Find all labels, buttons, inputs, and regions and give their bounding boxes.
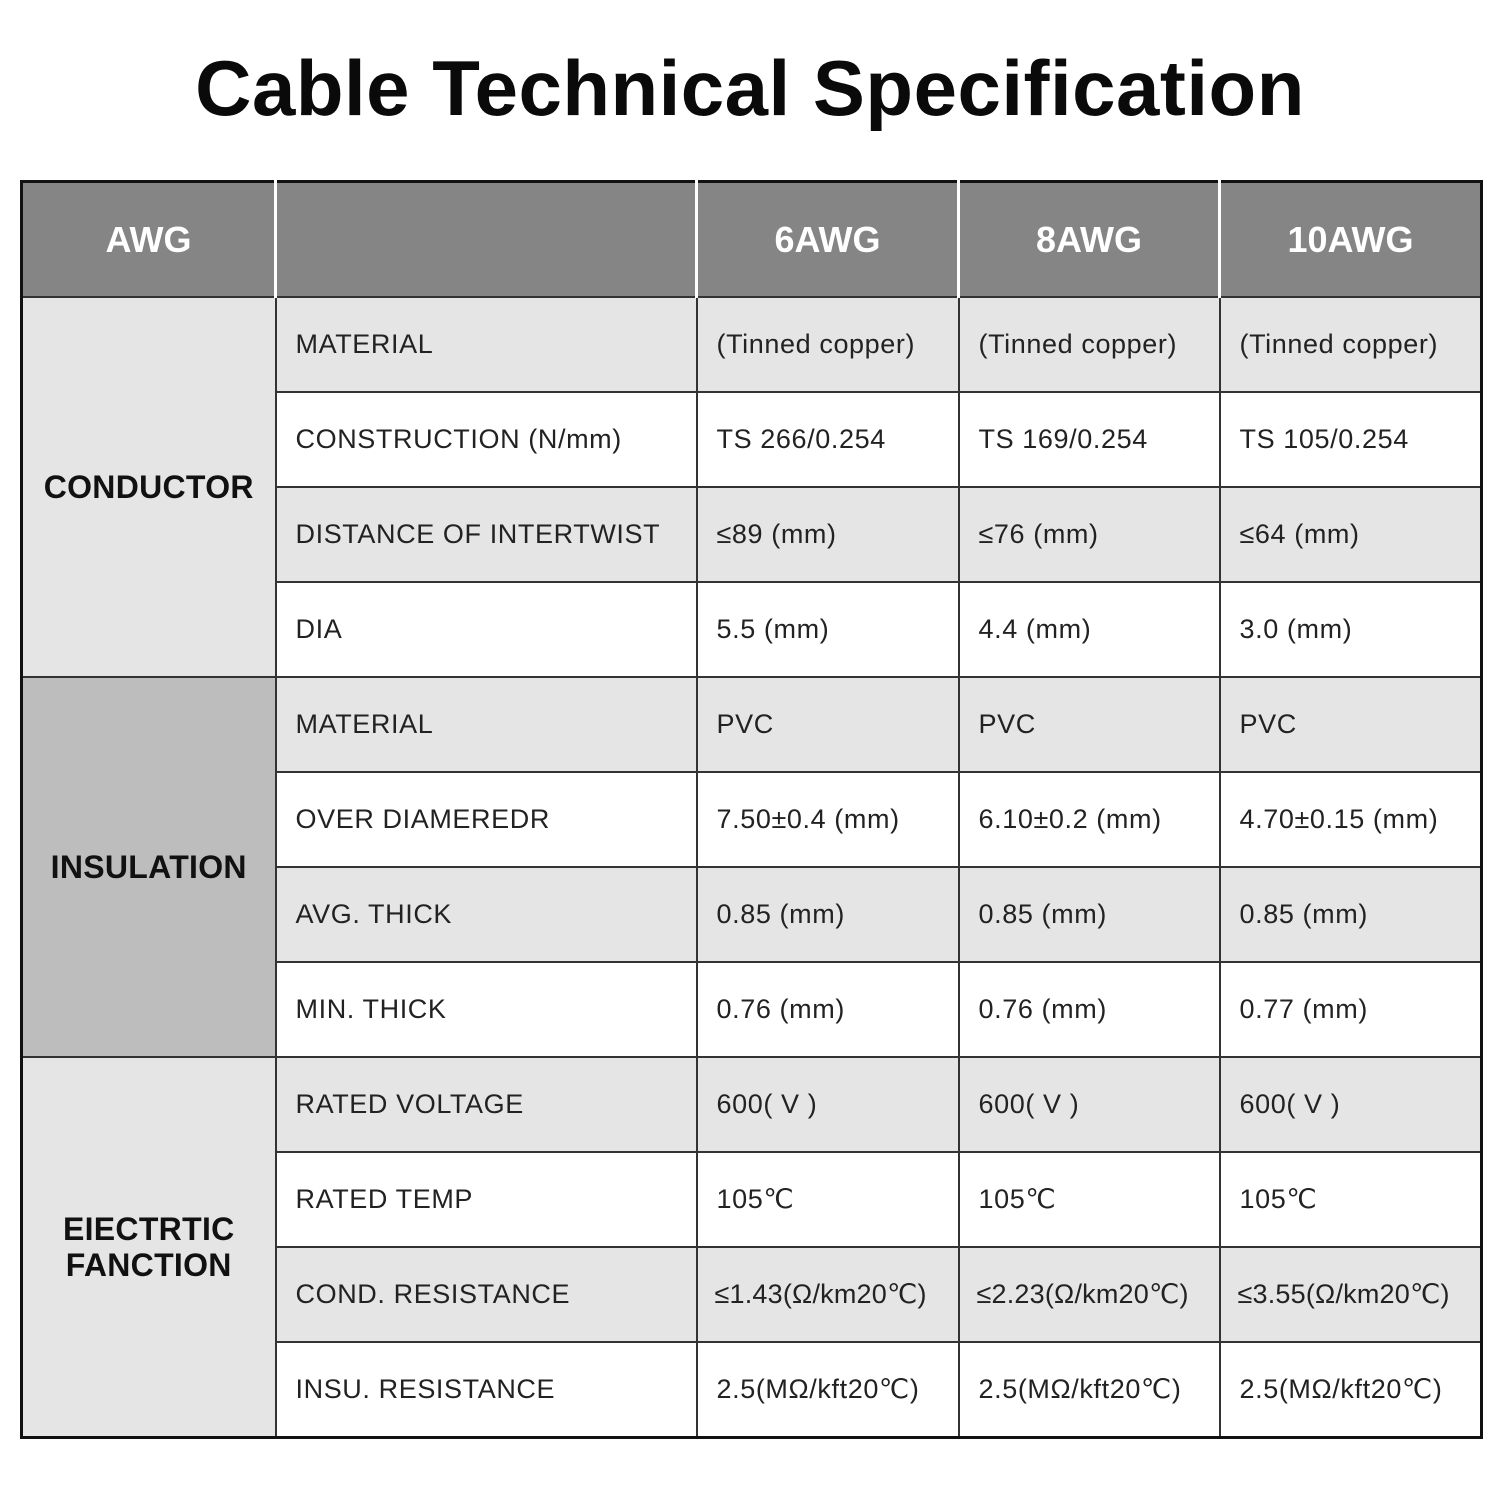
value-cell: TS 105/0.254 (1220, 392, 1482, 487)
value-cell: 3.0 (mm) (1220, 582, 1482, 677)
value-cell: 0.85 (mm) (1220, 867, 1482, 962)
value-cell: ≤1.43(Ω/km20℃) (697, 1247, 959, 1342)
value-cell: (Tinned copper) (959, 297, 1220, 392)
table-row (22, 677, 1482, 772)
value-cell: PVC (697, 677, 959, 772)
value-cell: 2.5(MΩ/kft20℃) (697, 1342, 959, 1438)
param-cell: MIN. THICK (276, 962, 697, 1057)
value-cell: 600( V ) (959, 1057, 1220, 1152)
param-cell: INSU. RESISTANCE (276, 1342, 697, 1438)
param-cell: RATED TEMP (276, 1152, 697, 1247)
value-cell: 2.5(MΩ/kft20℃) (1220, 1342, 1482, 1438)
group-insulation: INSULATION (22, 677, 276, 1057)
header-8awg: 8AWG (959, 182, 1220, 298)
value-cell: 0.77 (mm) (1220, 962, 1482, 1057)
header-6awg: 6AWG (697, 182, 959, 298)
header-row (22, 182, 1482, 298)
param-cell: MATERIAL (276, 297, 697, 392)
table-row (22, 1057, 1482, 1152)
spec-table (20, 180, 1483, 1439)
param-cell: DISTANCE OF INTERTWIST (276, 487, 697, 582)
value-cell: 600( V ) (697, 1057, 959, 1152)
value-cell: 0.85 (mm) (959, 867, 1220, 962)
value-cell: 5.5 (mm) (697, 582, 959, 677)
page-title: Cable Technical Specification (195, 44, 1305, 132)
param-cell: AVG. THICK (276, 867, 697, 962)
value-cell: 0.76 (mm) (959, 962, 1220, 1057)
value-cell: 4.70±0.15 (mm) (1220, 772, 1482, 867)
value-cell: TS 169/0.254 (959, 392, 1220, 487)
value-cell: 105℃ (697, 1152, 959, 1247)
value-cell: 2.5(MΩ/kft20℃) (959, 1342, 1220, 1438)
param-cell: DIA (276, 582, 697, 677)
value-cell: 4.4 (mm) (959, 582, 1220, 677)
value-cell: ≤2.23(Ω/km20℃) (959, 1247, 1220, 1342)
value-cell: (Tinned copper) (1220, 297, 1482, 392)
value-cell: ≤76 (mm) (959, 487, 1220, 582)
param-cell: OVER DIAMEREDR (276, 772, 697, 867)
param-cell: MATERIAL (276, 677, 697, 772)
param-cell: COND. RESISTANCE (276, 1247, 697, 1342)
value-cell: 0.85 (mm) (697, 867, 959, 962)
value-cell: 105℃ (1220, 1152, 1482, 1247)
value-cell: TS 266/0.254 (697, 392, 959, 487)
value-cell: 0.76 (mm) (697, 962, 959, 1057)
param-cell: RATED VOLTAGE (276, 1057, 697, 1152)
param-cell: CONSTRUCTION (N/mm) (276, 392, 697, 487)
value-cell: PVC (959, 677, 1220, 772)
group-conductor: CONDUCTOR (22, 297, 276, 677)
value-cell: ≤3.55(Ω/km20℃) (1220, 1247, 1482, 1342)
value-cell: 7.50±0.4 (mm) (697, 772, 959, 867)
header-parameter (276, 182, 697, 298)
value-cell: ≤89 (mm) (697, 487, 959, 582)
header-10awg: 10AWG (1220, 182, 1482, 298)
header-awg: AWG (22, 182, 276, 298)
table-row (22, 297, 1482, 392)
value-cell: (Tinned copper) (697, 297, 959, 392)
value-cell: 6.10±0.2 (mm) (959, 772, 1220, 867)
group-electric-function: EIECTRTIC FANCTION (22, 1057, 276, 1438)
value-cell: ≤64 (mm) (1220, 487, 1482, 582)
value-cell: 105℃ (959, 1152, 1220, 1247)
value-cell: 600( V ) (1220, 1057, 1482, 1152)
value-cell: PVC (1220, 677, 1482, 772)
